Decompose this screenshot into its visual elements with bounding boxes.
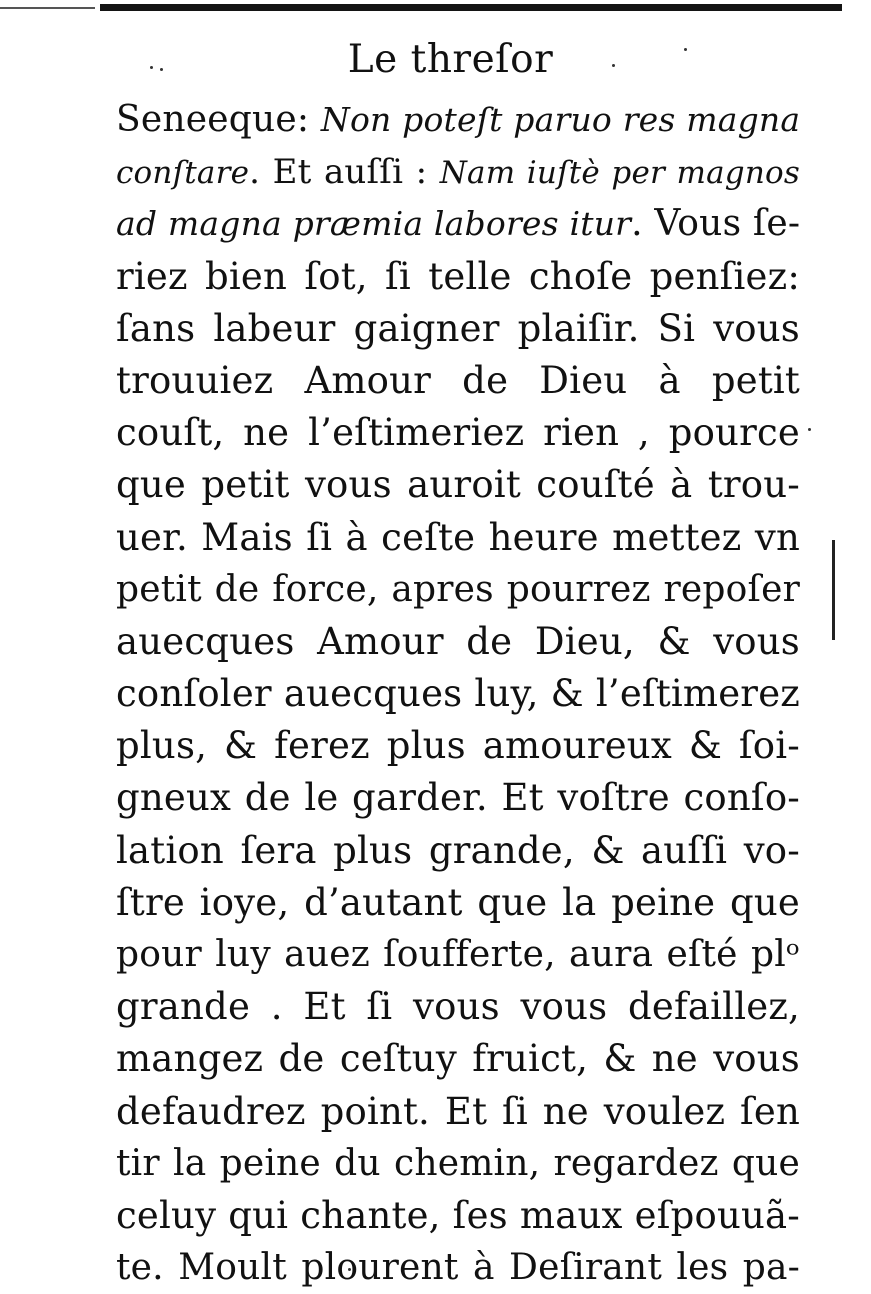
text-run: pour luy auez ſoufferte, aura eſté plᵒ [116,934,800,975]
text-run: petit de force, apres pourrez repoſer [116,568,800,610]
page-edge-shadow [832,540,835,640]
text-line [116,407,800,459]
text-line [116,877,800,929]
text-run: ſtre ioye, d’autant que la peine que [116,880,800,924]
text-run: . Vous ſe- [631,203,801,245]
text-run: auecques Amour de Dieu, & vous [116,619,800,663]
text-line [116,1086,800,1138]
text-line [116,981,800,1033]
text-run: riez bien ſot, ſi telle choſe penſiez: [116,254,800,298]
text-line [116,512,800,564]
text-run: defaudrez point. Et ſi ne voulez ſen [116,1089,800,1133]
text-line [116,94,800,146]
text-line [116,198,800,250]
body-text [116,94,800,1294]
text-run: conſoler auecques luy, & l’eſtimerez [116,672,800,716]
text-line [116,1033,800,1085]
text-line [116,772,800,824]
text-line [116,1242,800,1294]
text-run: te. Moult plourent à Deſirant les pa- [116,1247,800,1289]
text-line [116,1190,800,1242]
page-top-rule [100,4,842,11]
text-line [116,616,800,668]
text-run: plus, & ferez plus amoureux & ſoi- [116,724,800,768]
text-run: lation ſera plus grande, & auſſi vo- [116,828,800,872]
text-line [116,355,800,407]
text-run: Seneeque: [116,99,321,140]
text-run: grande . Et ſi vous vous defaillez, [116,985,800,1029]
text-line [116,929,800,981]
text-run: celuy qui chante, ſes maux eſpouuã- [116,1193,800,1237]
latin-quotation: conſtare [116,155,250,192]
text-line [116,303,800,355]
text-run: tir la peine du chemin, regardez que [116,1142,800,1184]
ink-speck [808,428,811,431]
text-run: mangez de ceſtuy fruict, & ne vous [116,1037,800,1081]
running-head: Le threſor [347,37,554,82]
text-line [116,459,800,511]
latin-quotation: Non poteſt paruo res magna [320,100,801,139]
text-run: uer. Mais ſi à ceſte heure mettez vn [116,515,800,559]
latin-quotation: ad magna præmia labores itur [116,204,632,244]
text-line [116,668,800,720]
text-line [116,251,800,303]
text-run: gneux de le garder. Et voſtre conſo- [116,776,800,820]
text-line [116,146,800,198]
text-line [116,720,800,772]
page-edge-rule-left [0,7,95,9]
text-run: ſans labeur gaigner plaiſir. Si vous [116,306,800,350]
text-run: que petit vous auroit couſté à trou- [116,463,800,507]
text-run: . Et auſſi : [249,152,440,193]
text-line [116,825,800,877]
text-line [116,564,800,616]
text-run: trouuiez Amour de Dieu à petit [116,358,800,402]
text-run: couſt, ne l’eſtimeriez rien , pource [116,411,800,455]
latin-quotation: Nam iuſtè per magnos [439,155,800,192]
text-line [116,1138,800,1190]
